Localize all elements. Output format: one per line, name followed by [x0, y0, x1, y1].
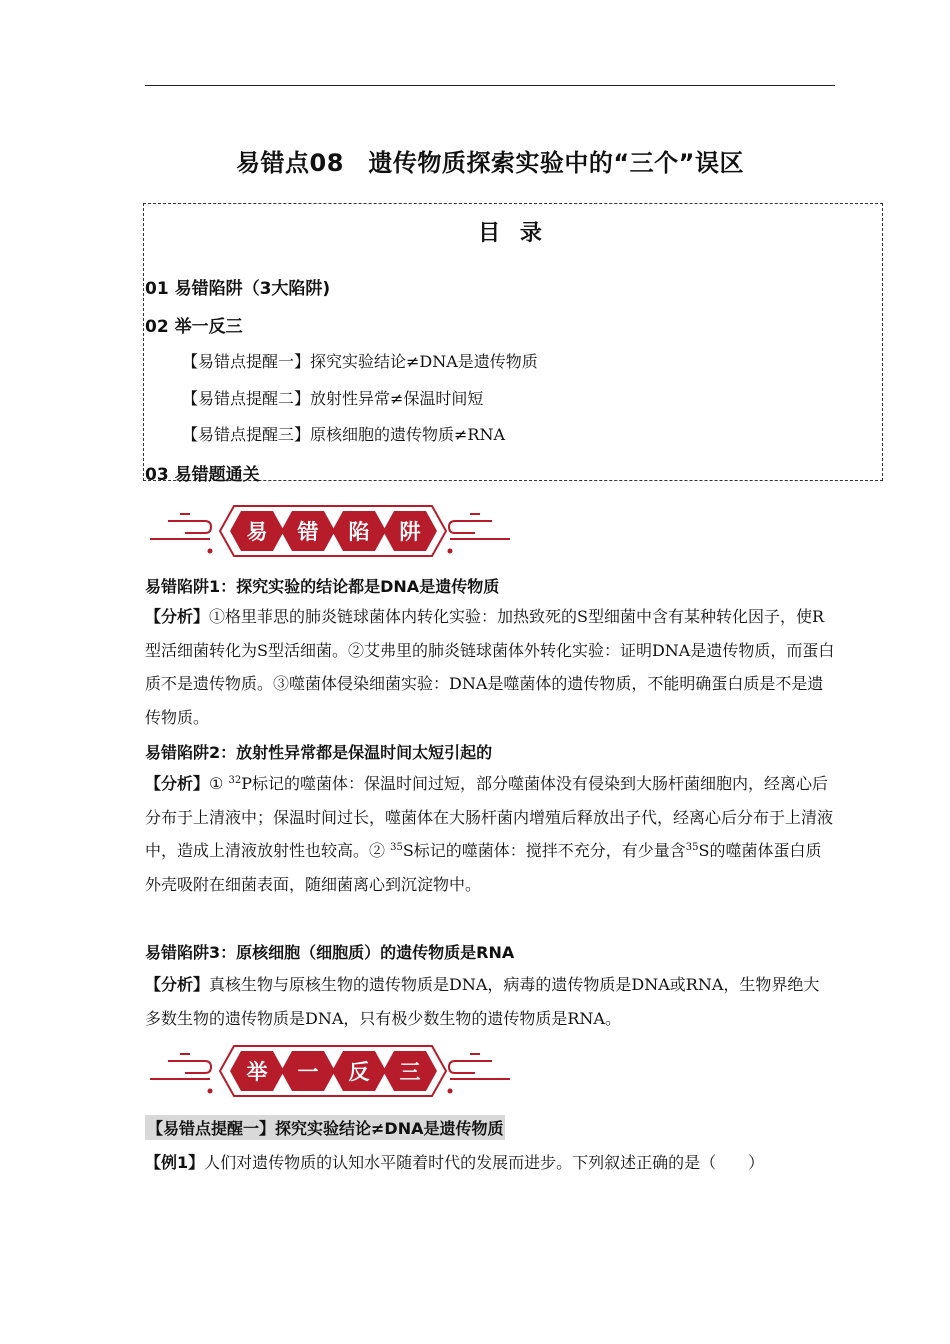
banner-char: 反	[348, 1060, 370, 1084]
toc-item-reminder-1[interactable]: 【易错点提醒一】探究实验结论≠DNA是遗传物质	[182, 352, 538, 371]
analysis-label: 【分析】	[145, 607, 210, 626]
banner-traps	[150, 500, 510, 562]
ornament-dot	[208, 1089, 213, 1094]
toc-item-reminder-2[interactable]: 【易错点提醒二】放射性异常≠保温时间短	[182, 389, 484, 408]
ornament-dot	[208, 549, 213, 554]
banner-char: 举	[246, 1060, 268, 1084]
banner-char: 阱	[399, 520, 421, 544]
trap-2-title: 易错陷阱2：放射性异常都是保温时间太短引起的	[145, 743, 493, 762]
analysis-text: P标记的噬菌体：保温时间过短，部分噬菌体没有侵染到大肠杆菌细胞内，经离心后分布于上清液中；保温时间过长，噬菌体在大肠杆菌内增殖后释放出子代，经离心后分布于上清液中，造成上清液放射性也较高。②	[145, 774, 834, 860]
trap-3-title: 易错陷阱3：原核细胞（细胞质）的遗传物质是RNA	[145, 943, 515, 962]
header-rule	[145, 85, 835, 86]
banner-right-ornament	[449, 1054, 510, 1079]
isotope-superscript: 32	[228, 775, 242, 786]
banner-left-ornament	[150, 1054, 211, 1079]
reminder-1-heading: 【易错点提醒一】探究实验结论≠DNA是遗传物质	[145, 1115, 505, 1140]
toc-item-reminder-3[interactable]: 【易错点提醒三】原核细胞的遗传物质≠RNA	[182, 425, 506, 444]
banner-char: 一	[297, 1060, 319, 1084]
trap-3-analysis	[145, 968, 835, 1035]
analysis-text: S标记的噬菌体：搅拌不充分，有少量含	[402, 841, 686, 860]
ornament-dot	[448, 549, 453, 554]
toc-heading: 目 录	[478, 221, 548, 246]
banner-char: 陷	[348, 520, 370, 544]
trap-1-analysis	[145, 600, 835, 734]
banner-right-ornament	[449, 514, 510, 539]
isotope-superscript: 35	[685, 842, 699, 853]
trap-2-analysis	[145, 767, 835, 901]
banner-char: 易	[246, 520, 268, 544]
analysis-label: 【分析】	[145, 774, 210, 793]
trap-1-title: 易错陷阱1：探究实验的结论都是DNA是遗传物质	[145, 577, 500, 596]
example-question: 人们对遗传物质的认知水平随着时代的发展而进步。下列叙述正确的是（ ）	[204, 1153, 765, 1172]
analysis-text: 真核生物与原核生物的遗传物质是DNA，病毒的遗传物质是DNA或RNA，生物界绝大多数生物的遗传物质是DNA，只有极少数生物的遗传物质是RNA。	[145, 975, 820, 1028]
banner-left-ornament	[150, 514, 211, 539]
analysis-text: S的噬菌体蛋白质外壳吸附在细菌表面，随细菌离心到沉淀物中。	[145, 841, 822, 894]
banner-examples	[150, 1040, 510, 1102]
toc-section-examples[interactable]: 02 举一反三	[145, 317, 243, 337]
isotope-superscript: 35	[390, 842, 403, 853]
banner-char: 三	[399, 1060, 421, 1084]
toc-section-quiz[interactable]: 03 易错题通关	[145, 465, 260, 485]
analysis-text: ①格里菲思的肺炎链球菌体内转化实验：加热致死的S型细菌中含有某种转化因子，使R型活细菌转化为S型活细菌。②艾弗里的肺炎链球菌体外转化实验：证明DNA是遗传物质，而蛋白质不是遗传物质。③噬菌体侵染细菌实验：DNA是噬菌体的遗传物质，不能明确蛋白质是不是遗传物质。	[145, 607, 835, 727]
example-1	[145, 1146, 835, 1180]
banner-char: 错	[297, 520, 319, 544]
document-title: 易错点08 遗传物质探索实验中的“三个”误区	[236, 149, 744, 177]
analysis-label: 【分析】	[145, 975, 210, 994]
toc-section-traps[interactable]: 01 易错陷阱（3大陷阱)	[145, 279, 331, 299]
analysis-text: ①	[209, 774, 229, 793]
ornament-dot	[448, 1089, 453, 1094]
example-label: 【例1】	[145, 1153, 205, 1172]
